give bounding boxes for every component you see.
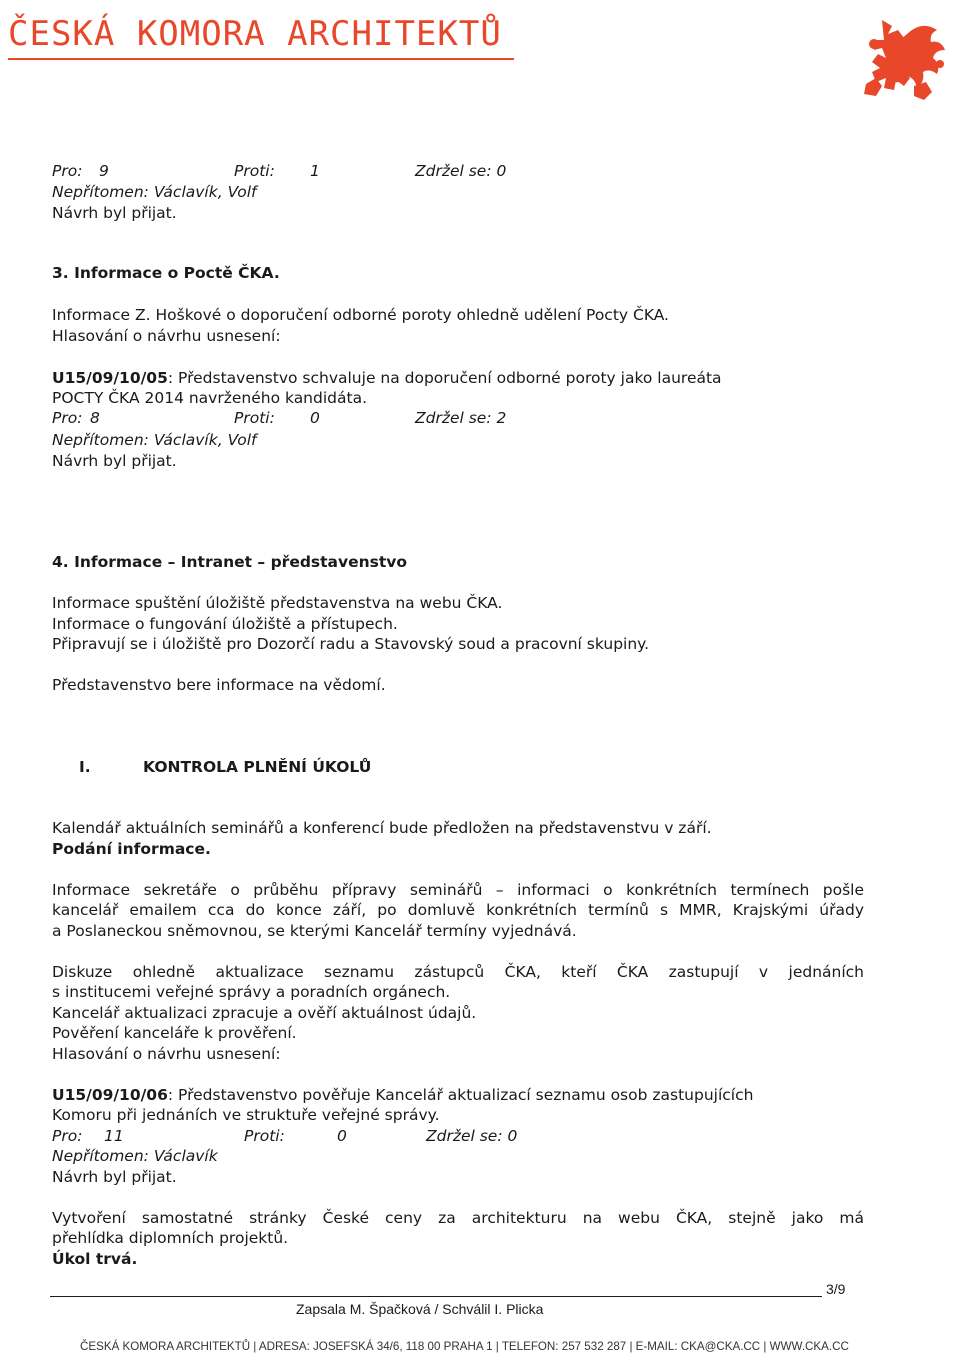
paragraph-line: s institucemi veřejné správy a poradních orgánech.	[52, 983, 451, 1001]
pro-label: Pro:	[52, 1127, 83, 1145]
footer-signature: Zapsala M. Špačková / Schválil I. Plicka	[296, 1301, 544, 1317]
paragraph-line: Kancelář aktualizaci zpracuje a ověří aktuálnost údajů.	[52, 1004, 477, 1022]
paragraph-line: Diskuze ohledně aktualizace seznamu zástupců ČKA, kteří ČKA zastupují v jednáních	[52, 963, 864, 981]
section-i-heading: KONTROLA PLNĚNÍ ÚKOLŮ	[143, 758, 372, 776]
header-underline	[8, 58, 514, 60]
absent-members: Nepřítomen: Václavík, Volf	[52, 431, 257, 449]
paragraph-line: přehlídka diplomních projektů.	[52, 1229, 289, 1247]
footer-rule	[50, 1296, 822, 1297]
cka-lion-logo-icon	[852, 14, 952, 106]
section-3-heading: 3. Informace o Poctě ČKA.	[52, 264, 280, 282]
pro-count: 8	[90, 409, 100, 427]
proti-label: Proti:	[234, 162, 275, 180]
resolution-text: : Představenstvo schvaluje na doporučení odborné poroty jako laureáta	[167, 369, 722, 387]
vote-result: Návrh byl přijat.	[52, 204, 177, 222]
zdrzel-count: Zdržel se: 0	[415, 162, 507, 180]
resolution-id: U15/09/10/06	[52, 1086, 168, 1104]
zdrzel-count: Zdržel se: 2	[415, 409, 507, 427]
section-4-line: Informace o fungování úložiště a přístupech.	[52, 615, 398, 633]
pro-label: Pro:	[52, 162, 83, 180]
absent-members: Nepřítomen: Václavík, Volf	[52, 183, 257, 201]
proti-count: 0	[337, 1127, 347, 1145]
section-3-line: Hlasování o návrhu usnesení:	[52, 327, 281, 345]
section-i-number: I.	[79, 758, 91, 776]
resolution-06	[52, 1085, 753, 1105]
resolution-text: POCTY ČKA 2014 navrženého kandidáta.	[52, 389, 367, 407]
pro-count: 9	[99, 162, 109, 180]
paragraph-line: Pověření kanceláře k prověření.	[52, 1024, 297, 1042]
paragraph-line: Podání informace.	[52, 840, 211, 858]
section-4-line: Představenstvo bere informace na vědomí.	[52, 676, 386, 694]
resolution-text: Komoru při jednáních ve struktuře veřejné správy.	[52, 1106, 440, 1124]
absent-members: Nepřítomen: Václavík	[52, 1147, 218, 1165]
paragraph-line: Vytvoření samostatné stránky České ceny za architekturu na webu ČKA, stejně jako má	[52, 1209, 864, 1227]
task-status: Úkol trvá.	[52, 1250, 138, 1268]
vote-result: Návrh byl přijat.	[52, 1168, 177, 1186]
proti-label: Proti:	[244, 1127, 285, 1145]
resolution-text: : Představenstvo pověřuje Kancelář aktualizací seznamu osob zastupujících	[167, 1086, 754, 1104]
proti-count: 0	[310, 409, 320, 427]
paragraph-line: Hlasování o návrhu usnesení:	[52, 1045, 281, 1063]
vote-result: Návrh byl přijat.	[52, 452, 177, 470]
footer-address: ČESKÁ KOMORA ARCHITEKTŮ | ADRESA: JOSEFSKÁ 34/6, 118 00 PRAHA 1 | TELEFON: 257 532 287 | E-MAIL: CKA@CKA.CC | WWW.CKA.CC	[80, 1340, 849, 1353]
organization-title: ČESKÁ KOMORA ARCHITEKTŮ	[8, 14, 502, 54]
pro-count: 11	[104, 1127, 124, 1145]
paragraph-line: kancelář emailem cca do konce září, po domluvě konkrétních termínů s MMR, Krajskými úřady	[52, 901, 864, 919]
resolution-id: U15/09/10/05	[52, 369, 168, 387]
paragraph-line: Informace sekretáře o průběhu přípravy seminářů – informaci o konkrétních termínech pošle	[52, 881, 864, 899]
section-4-line: Informace spuštění úložiště představenstva na webu ČKA.	[52, 594, 503, 612]
section-3-line: Informace Z. Hoškové o doporučení odborné poroty ohledně udělení Pocty ČKA.	[52, 306, 669, 324]
proti-label: Proti:	[234, 409, 275, 427]
proti-count: 1	[310, 162, 320, 180]
page-number: 3/9	[826, 1281, 846, 1297]
zdrzel-count: Zdržel se: 0	[426, 1127, 518, 1145]
paragraph-line: Kalendář aktuálních seminářů a konferencí bude předložen na představenstvu v září.	[52, 819, 712, 837]
resolution-05	[52, 368, 722, 388]
section-4-heading: 4. Informace – Intranet – představenstvo	[52, 553, 408, 571]
pro-label: Pro:	[52, 409, 83, 427]
section-4-line: Připravují se i úložiště pro Dozorčí radu a Stavovský soud a pracovní skupiny.	[52, 635, 650, 653]
paragraph-line: a Poslaneckou sněmovnou, se kterými Kancelář termíny vyjednává.	[52, 922, 577, 940]
